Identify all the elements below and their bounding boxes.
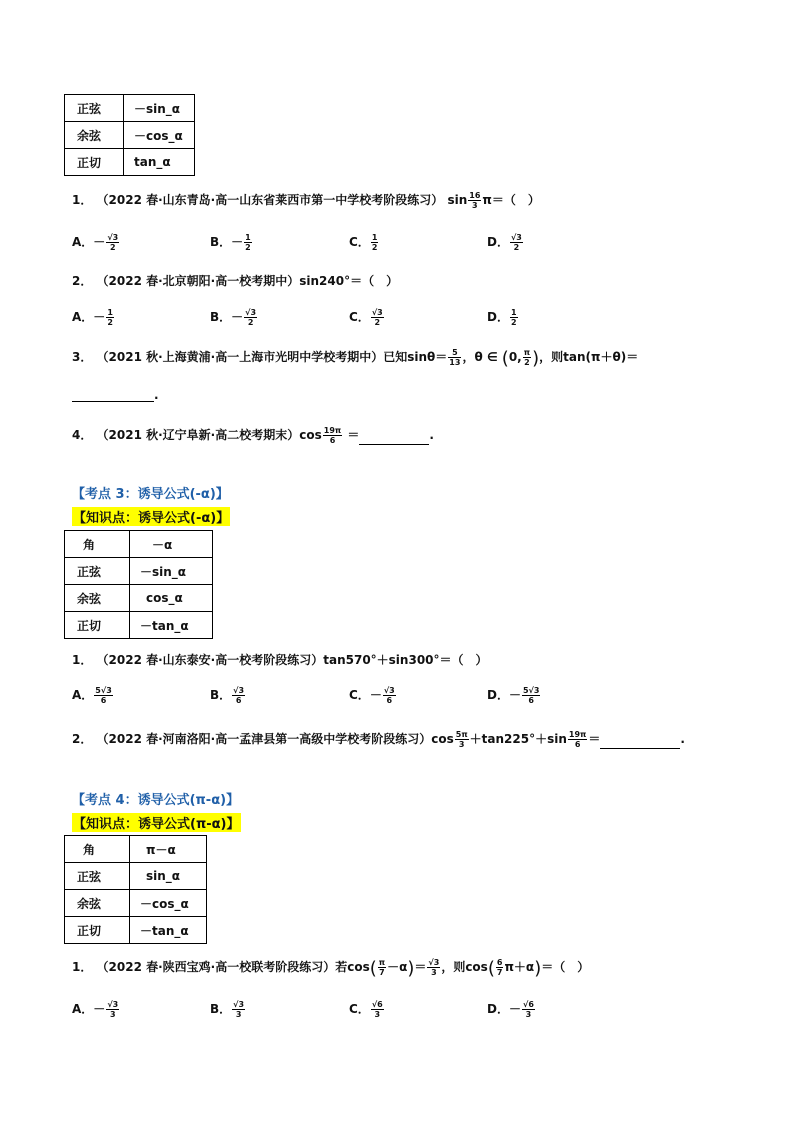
table-cell: 正切 bbox=[65, 917, 130, 944]
option-c[interactable]: C． $\frac{√6}{3}$ bbox=[349, 1000, 383, 1019]
table-cell: 角 bbox=[65, 836, 130, 863]
table-row bbox=[65, 863, 207, 890]
fraction: $\frac{\pi}{2}$ bbox=[523, 348, 531, 367]
table-row bbox=[65, 890, 207, 917]
answer-blank[interactable] bbox=[72, 389, 154, 402]
question-number: 4． bbox=[72, 428, 93, 442]
knowledge-label: 【知识点：诱导公式(-α)】 bbox=[72, 507, 230, 526]
table-cell: －sin_α bbox=[124, 95, 195, 122]
table-row bbox=[65, 836, 207, 863]
fraction: $\frac{19\pi}{6}$ bbox=[323, 426, 342, 445]
table-cell: －cos_α bbox=[130, 890, 207, 917]
option-a[interactable]: A．－ $\frac{√3}{2}$ bbox=[72, 233, 119, 252]
answer-blank[interactable] bbox=[359, 432, 429, 445]
answer-line[interactable]: . bbox=[72, 388, 159, 402]
table-cell: －tan_α bbox=[130, 917, 207, 944]
fraction: $\frac{5}{13}$ bbox=[449, 348, 461, 367]
option-b[interactable]: B．－ $\frac{√3}{2}$ bbox=[210, 308, 257, 327]
question-text: （2022 春·北京朝阳·高一校考期中）sin240°＝（ ） bbox=[96, 274, 399, 288]
option-c[interactable]: C．－ $\frac{√3}{6}$ bbox=[349, 686, 395, 705]
table-row bbox=[65, 917, 207, 944]
answer-blank[interactable] bbox=[600, 736, 680, 749]
table-cell: －α bbox=[130, 531, 213, 558]
fraction: $\frac{5\pi}{3}$ bbox=[455, 730, 468, 749]
option-a[interactable]: A．－ $\frac{1}{2}$ bbox=[72, 308, 113, 327]
table-cell: 角 bbox=[65, 531, 130, 558]
question-number: 2． bbox=[72, 274, 93, 288]
question-3: 3． （2021 秋·上海黄浦·高一上海市光明中学校考期中）已知sinθ＝ $\frac{5}{13}$ ，θ ∈ (0, $\frac{\pi}{2}$ )，则tan(π＋θ)＝ bbox=[72, 348, 639, 369]
question-number: 1． bbox=[72, 653, 93, 667]
table-cell: 余弦 bbox=[65, 585, 130, 612]
math-fn: sin bbox=[447, 193, 468, 207]
option-a[interactable]: A． $\frac{5√3}{6}$ bbox=[72, 686, 112, 705]
option-d[interactable]: D．－ $\frac{√6}{3}$ bbox=[487, 1000, 534, 1019]
question-1 bbox=[72, 651, 488, 668]
table-cell: －cos_α bbox=[124, 122, 195, 149]
fraction: $\frac{\pi}{7}$ bbox=[378, 958, 386, 977]
fraction: $\frac{19\pi}{6}$ bbox=[568, 730, 587, 749]
table-cell: tan_α bbox=[124, 149, 195, 176]
question-number: 1． bbox=[72, 960, 93, 974]
section-title: 【考点 4：诱导公式(π-α)】 bbox=[72, 793, 240, 808]
fraction: $\frac{√3}{3}$ bbox=[428, 958, 440, 977]
option-a[interactable]: A．－ $\frac{√3}{3}$ bbox=[72, 1000, 119, 1019]
question-4: 4． （2021 秋·辽宁阜新·高二校考期末）cos $\frac{19\pi}{6}$ ＝ . bbox=[72, 426, 434, 445]
question-1 bbox=[72, 191, 540, 210]
question-2: 2． （2022 春·河南洛阳·高一孟津县第一高级中学校考阶段练习）cos $\frac{5\pi}{3}$ ＋tan225°＋sin $\frac{19\pi}{6}$ ＝ . bbox=[72, 730, 685, 749]
table-cell: 余弦 bbox=[65, 890, 130, 917]
section-title: 【考点 3：诱导公式(-α)】 bbox=[72, 487, 229, 502]
table-cell: cos_α bbox=[130, 585, 213, 612]
table-cell: －tan_α bbox=[130, 612, 213, 639]
question-text: （2022 春·河南洛阳·高一孟津县第一高级中学校考阶段练习）cos bbox=[96, 732, 454, 746]
question-number: 3． bbox=[72, 350, 93, 364]
table-cell: π－α bbox=[130, 836, 207, 863]
option-b[interactable]: B．－ $\frac{1}{2}$ bbox=[210, 233, 251, 252]
question-tail: π＝（ ） bbox=[482, 193, 540, 207]
table-induction-neg-alpha bbox=[64, 530, 213, 639]
option-d[interactable]: D． $\frac{1}{2}$ bbox=[487, 308, 517, 327]
table-row bbox=[65, 612, 213, 639]
question-text: （2021 秋·辽宁阜新·高二校考期末）cos bbox=[96, 428, 322, 442]
question-1: 1． （2022 春·陕西宝鸡·高一校联考阶段练习）若cos( $\frac{\pi}{7}$ －α)＝ $\frac{√3}{3}$ ，则cos( $\frac{6}{7}$ π＋α)＝（ ） bbox=[72, 958, 590, 979]
table-cell: 正弦 bbox=[65, 863, 130, 890]
option-d[interactable]: D．－ $\frac{5√3}{6}$ bbox=[487, 686, 540, 705]
table-sin-cos-tan-top bbox=[64, 94, 195, 176]
table-row bbox=[65, 95, 195, 122]
question-text: （2022 春·陕西宝鸡·高一校联考阶段练习）若cos bbox=[96, 960, 370, 974]
table-row bbox=[65, 149, 195, 176]
table-induction-pi-minus-alpha bbox=[64, 835, 207, 944]
table-cell: 正切 bbox=[65, 149, 124, 176]
table-cell: 余弦 bbox=[65, 122, 124, 149]
table-row bbox=[65, 585, 213, 612]
question-number: 2． bbox=[72, 732, 93, 746]
table-cell: －sin_α bbox=[130, 558, 213, 585]
fraction: $\frac{6}{7}$ bbox=[496, 958, 503, 977]
question-text: （2022 春·山东泰安·高一校考阶段练习）tan570°＋sin300°＝（ ） bbox=[96, 653, 488, 667]
knowledge-label: 【知识点：诱导公式(π-α)】 bbox=[72, 813, 241, 832]
option-b[interactable]: B． $\frac{√3}{3}$ bbox=[210, 1000, 245, 1019]
question-text: （2021 秋·上海黄浦·高一上海市光明中学校考期中）已知sinθ＝ bbox=[96, 350, 448, 364]
option-b[interactable]: B． $\frac{√3}{6}$ bbox=[210, 686, 245, 705]
table-cell: sin_α bbox=[130, 863, 207, 890]
table-row bbox=[65, 122, 195, 149]
table-cell: 正弦 bbox=[65, 95, 124, 122]
table-row bbox=[65, 531, 213, 558]
question-source: （2022 春·山东青岛·高一山东省莱西市第一中学校考阶段练习） bbox=[96, 193, 444, 207]
table-cell: 正切 bbox=[65, 612, 130, 639]
option-c[interactable]: C． $\frac{√3}{2}$ bbox=[349, 308, 383, 327]
option-d[interactable]: D． $\frac{√3}{2}$ bbox=[487, 233, 522, 252]
question-number: 1． bbox=[72, 193, 93, 207]
option-c[interactable]: C． $\frac{1}{2}$ bbox=[349, 233, 378, 252]
table-row bbox=[65, 558, 213, 585]
question-2 bbox=[72, 272, 398, 289]
fraction: $\frac{16}{3}$ bbox=[469, 191, 481, 210]
table-cell: 正弦 bbox=[65, 558, 130, 585]
